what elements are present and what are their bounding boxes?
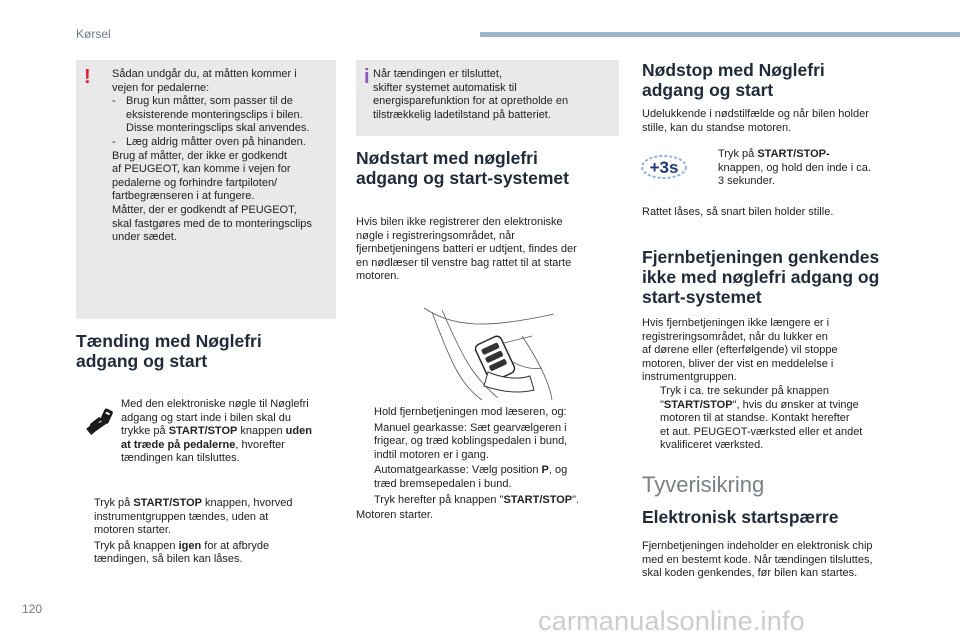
key-reader-illustration	[422, 306, 556, 402]
bullet-mark	[700, 148, 718, 189]
title-line: adgang og start	[642, 80, 774, 100]
page-number: 120	[22, 602, 43, 616]
text-line: stille, kan du standse motoren.	[642, 121, 792, 134]
left-section-title	[76, 331, 336, 371]
watermark: carmanualsonline.info	[538, 606, 805, 636]
text-line: frigear, og træd koblingspedalen i bund,	[374, 435, 568, 448]
immobiliser-title: Elektronisk startspærre	[642, 507, 839, 527]
warning-line: fartbegrænseren i at fungere.	[112, 190, 255, 203]
bullet-mark	[356, 494, 374, 508]
text-line: af dørene eller (efterfølgende) vil stoppe	[642, 344, 838, 357]
text-line: tændingen, så bilen kan låses.	[94, 553, 243, 566]
text-line: motoren til at standse. Kontakt herefter	[660, 412, 850, 425]
info-icon: i	[364, 66, 370, 88]
title-line: ikke med nøglefri adgang og	[642, 267, 880, 287]
left-bullets	[76, 497, 338, 569]
warning-line: Brug af måtter, der ikke er godkendt	[112, 149, 287, 162]
text-line: Tryk i ca. tre sekunder på knappen	[660, 384, 829, 397]
bullet-item	[700, 148, 930, 189]
warning-text	[112, 68, 330, 245]
text-line: Fjernbetjeningen indeholder en elektronisk chip	[642, 540, 873, 552]
warning-icon: !	[84, 66, 91, 88]
title-line: adgang og start-systemet	[356, 168, 569, 188]
mid-bullets	[356, 406, 628, 523]
warning-line: under sædet.	[112, 231, 177, 244]
right-section-title	[642, 60, 932, 100]
text-span: "	[660, 398, 664, 411]
text-line: registreringsområdet, når du lukker en	[642, 330, 828, 343]
warning-line: Brug kun måtter, som passer til de	[126, 95, 293, 108]
text-line	[121, 439, 341, 453]
immobiliser-text	[642, 540, 934, 581]
text-span: Tryk på	[718, 148, 758, 160]
key-term: START/STOP	[663, 398, 733, 411]
key-term: uden	[285, 425, 312, 438]
bullet-item	[356, 422, 628, 463]
warning-dash-item	[112, 136, 330, 150]
bullet-mark	[642, 385, 660, 453]
warning-line: pedalerne og forhindre fartpiloten/	[112, 176, 278, 189]
key-term: at træde på pedalerne	[121, 438, 236, 451]
warning-line: Måtter, der er godkendt af PEUGEOT,	[112, 203, 297, 216]
text-line: knappen, og hold den inde i ca.	[718, 161, 871, 174]
bullet-mark	[356, 464, 374, 491]
warning-line: skal fastgøres med de to monteringsclips	[112, 217, 312, 230]
text-line: skal koden genkendes, før bilen kan startes.	[642, 567, 858, 580]
warning-line: vejen for pedalerne:	[112, 81, 210, 94]
bullet-item	[76, 540, 338, 567]
key-term: P	[541, 464, 549, 477]
header-bar	[480, 32, 960, 37]
text-line: kvalificeret værksted.	[660, 439, 764, 452]
bullet-item	[76, 497, 338, 538]
text-line: motoren starter.	[94, 524, 172, 537]
text-line: energisparefunktion for at opretholde en	[373, 95, 569, 108]
plus-3s-label: +3s	[649, 158, 679, 177]
text-span: trykke på	[121, 425, 169, 438]
title-line: Nødstart med nøglefri	[356, 148, 538, 168]
bullet-item	[356, 464, 628, 491]
right-section-title-2	[642, 247, 942, 307]
bullet-mark	[356, 422, 374, 463]
info-text	[373, 68, 613, 122]
stop-instruction	[700, 148, 930, 191]
text-span: , hvorefter	[235, 438, 285, 451]
text-span: Tryk herefter på knappen "	[374, 493, 504, 506]
remote-not-detected	[642, 317, 934, 455]
key-term: START/STOP	[168, 425, 238, 438]
text-line: indtil motoren er i gang.	[374, 448, 489, 461]
warning-box	[76, 60, 336, 319]
title-line: Fjernbetjeningen genkendes	[642, 247, 880, 267]
warning-line: af PEUGEOT, kan komme i vejen for	[112, 163, 291, 176]
text-line: Hold fjernbetjeningen mod læseren, og:	[374, 406, 567, 418]
text-line: Manuel gearkasse: Sæt gearvælgeren i	[374, 421, 567, 434]
text-span: for at afbryde	[201, 539, 270, 552]
mid-intro	[356, 216, 626, 284]
title-line: start-systemet	[642, 287, 762, 307]
text-line: adgang og start inde i bilen skal du	[121, 411, 292, 424]
text-span: Tryk på knappen	[94, 539, 179, 552]
text-line: tilstrækkelig ladetilstand på batteriet.	[373, 108, 551, 121]
text-line: instrumentgruppen tændes, uden at	[94, 510, 269, 523]
hand-key-icon	[84, 404, 116, 436]
text-line: fjernbetjeningens batteri er udtjent, findes der	[356, 243, 577, 256]
key-term: START/STOP-	[757, 148, 830, 160]
right-intro	[642, 108, 932, 135]
text-span: knappen	[237, 425, 286, 438]
section-header: Kørsel	[76, 27, 111, 41]
warning-dash-item	[112, 95, 330, 136]
text-line: med en bestemt kode. Når tændingen tilsluttes,	[642, 553, 873, 566]
title-line: adgang og start	[76, 351, 208, 371]
text-line: Udelukkende i nødstilfælde og når bilen holder	[642, 108, 869, 120]
plus-3s-icon	[640, 154, 688, 180]
warning-line: eksisterende monteringsclips i bilen.	[126, 108, 303, 121]
bullet-mark	[76, 540, 94, 567]
steering-locked-text: Rattet låses, så snart bilen holder stille.	[642, 206, 834, 218]
text-line: en nødlæser til venstre bag rattet til at starte	[356, 256, 572, 269]
text-line: nøgle i registreringsområdet, når	[356, 229, 515, 242]
text-line: 3 sekunder.	[718, 175, 775, 188]
text-span: ".	[572, 493, 580, 506]
text-line: Med den elektroniske nøgle til Nøglefri	[121, 398, 309, 410]
info-box	[356, 60, 619, 136]
key-term: START/STOP	[503, 493, 573, 506]
hand-instruction	[121, 398, 341, 466]
warning-line: Disse monteringsclips skal anvendes.	[126, 122, 310, 135]
warning-line: Læg aldrig måtter oven på hinanden.	[126, 135, 306, 148]
mid-section-title	[356, 148, 626, 188]
text-line: motoren, bliver der vist en meddelelse i	[642, 357, 834, 370]
bullet-item	[356, 494, 628, 508]
text-span: ", hvis du ønsker at tvinge	[732, 398, 859, 411]
text-line: tændingen kan tilsluttes.	[121, 452, 240, 465]
bullet-item	[356, 406, 628, 420]
theft-protection-title: Tyverisikring	[642, 472, 765, 497]
title-line: Nødstop med Nøglefri	[642, 60, 825, 80]
text-line: Når tændingen er tilsluttet,	[373, 68, 503, 80]
text-line: Hvis fjernbetjeningen ikke længere er i	[642, 317, 830, 329]
text-line: skifter systemet automatisk til	[373, 81, 517, 94]
dash-mark: -	[112, 95, 116, 108]
text-span: knappen, hvorved	[201, 497, 293, 509]
text-span: Automatgearkasse: Vælg position	[374, 464, 542, 477]
bullet-mark	[356, 406, 374, 420]
dash-mark: -	[112, 135, 116, 148]
text-line: træd bremsepedalen i bund.	[374, 477, 512, 490]
text-line: instrumentgruppen.	[642, 371, 737, 384]
bullet-item	[642, 385, 934, 453]
text-span: Tryk på	[94, 497, 134, 509]
title-line: Tænding med Nøglefri	[76, 331, 262, 351]
bullet-mark	[76, 497, 94, 538]
text-line: Motoren starter.	[356, 509, 434, 522]
key-term: igen	[178, 539, 202, 552]
warning-line: Sådan undgår du, at måtten kommer i	[112, 68, 297, 80]
text-line: et aut. PEUGEOT-værksted eller et andet	[660, 425, 863, 438]
text-span: , og	[548, 464, 568, 477]
text-line	[121, 425, 341, 439]
text-line: Hvis bilen ikke registrerer den elektroniske	[356, 216, 563, 228]
text-line: motoren.	[356, 270, 400, 283]
key-term: START/STOP	[133, 497, 202, 509]
